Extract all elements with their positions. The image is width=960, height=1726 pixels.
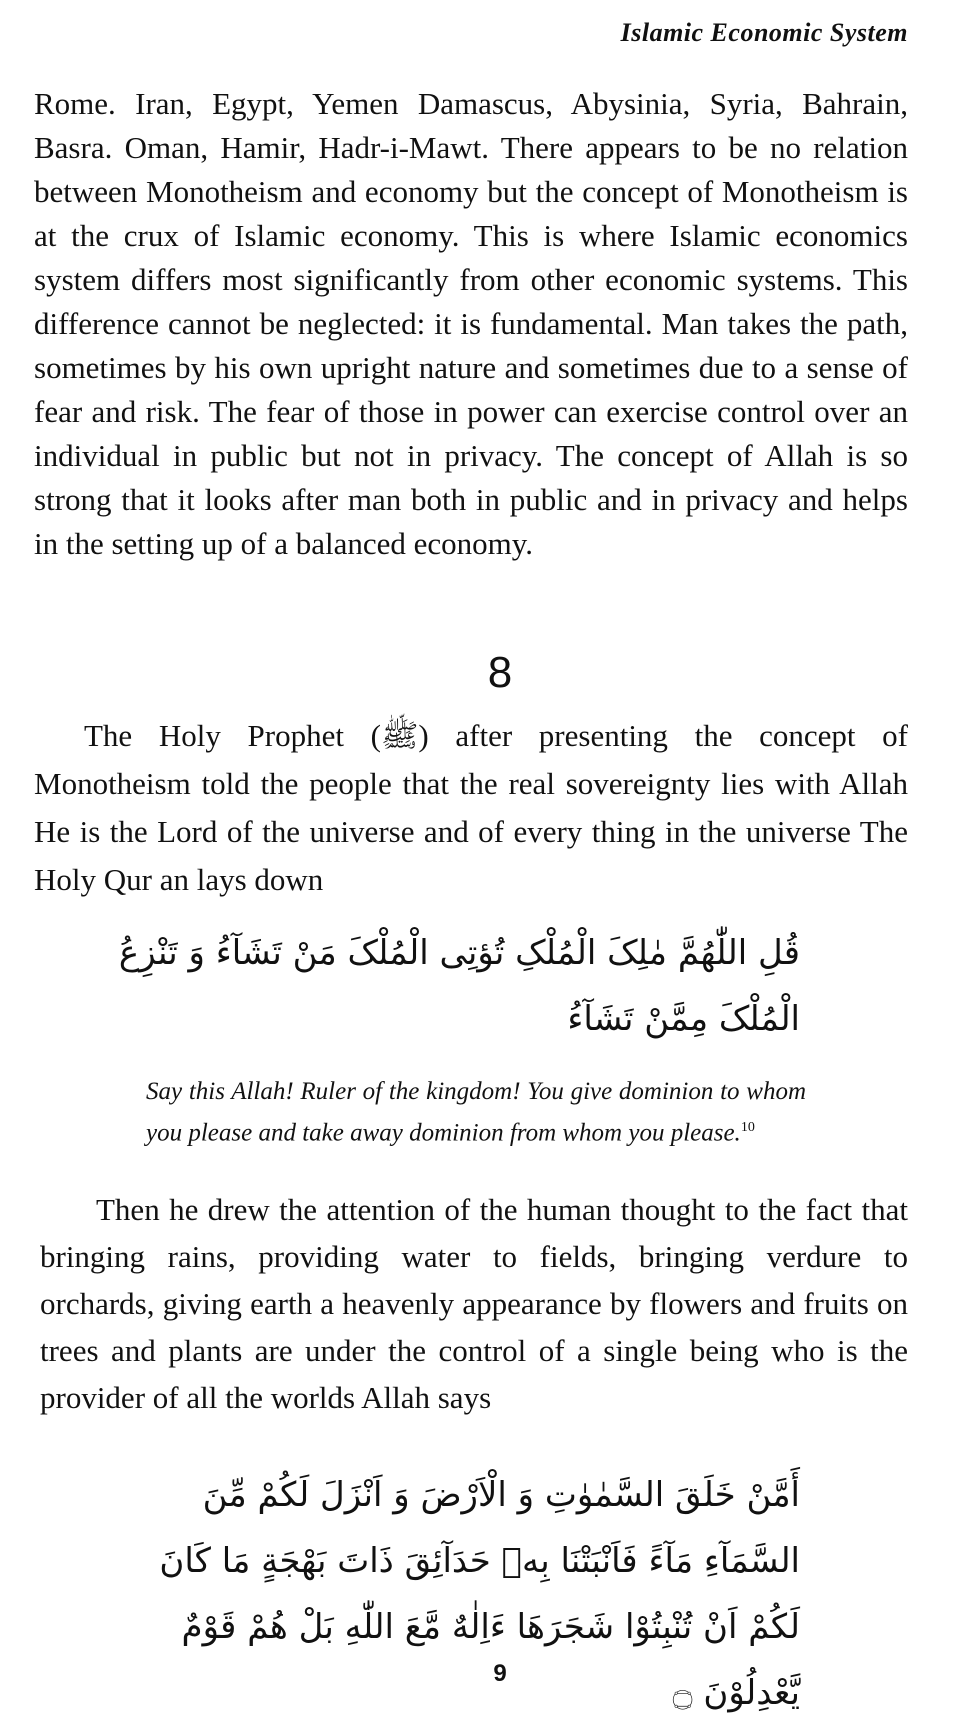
- footnote-reference: 10: [740, 1120, 755, 1135]
- body-paragraph-2: The Holy Prophet (ﷺ) after presenting the concept of Monotheism told the people that the real sovereignty lies with Allah He is the Lord of the universe and of every thing in the universe The Holy Qur an lays down: [34, 718, 908, 897]
- verse-translation: [146, 1074, 806, 1151]
- page-number: 9: [493, 1660, 507, 1687]
- verse-translation-text: Say this Allah! Ruler of the kingdom! You give dominion to whom you please and take away dominion from whom you please.: [146, 1078, 806, 1147]
- quran-verse-arabic-1: قُلِ اللّٰهُمَّ مٰلِکَ الْمُلْکِ تُؤتِی الْمُلْکَ مَنْ تَشَآءُ وَ تَنْزِعُ الْمُلْکَ مِمَّنْ تَشَآءُ: [118, 933, 800, 1039]
- body-paragraph-3: Then he drew the attention of the human thought to the fact that bringing rains, providing water to fields, bringing verdure to orchards, giving earth a heavenly appearance by flowers and fruits on trees and plants are under the control of a single being who is the provider of all the worlds Allah says: [40, 1192, 908, 1415]
- section-number: 8: [487, 648, 513, 697]
- running-head-title: Islamic Economic System: [620, 18, 908, 47]
- body-paragraph-1: Rome. Iran, Egypt, Yemen Damascus, Abysinia, Syria, Bahrain, Basra. Oman, Hamir, Hadr-i-Mawt. There appears to be no relation between Monotheism and economy but the concept of Monotheism is at the crux of Islamic economy. This is where Islamic economics system differs most significantly from other economic systems. This difference cannot be neglected: it is fundamental. Man takes the path, sometimes by his own upright nature and sometimes due to a sense of fear and risk. The fear of those in power can exercise control over an individual in public but not in privacy. The concept of Allah is so strong that it looks after man both in public and in privacy and helps in the setting up of a balanced economy.: [34, 86, 908, 561]
- quran-verse-arabic-2: أَمَّنْ خَلَقَ السَّمٰوٰتِ وَ الْاَرْضَ وَ اَنْزَلَ لَکُمْ مِّنَ السَّمَآءِ مَآءً فَاَنْبَتْنَا بِهٖ حَدَآئِقَ ذَاتَ بَهْجَةٍ مَا کَانَ لَکُمْ اَنْ تُنْبِتُوْا شَجَرَهَا ءَاِلٰهٌ مَّعَ اللّٰهِ بَلْ هُمْ قَوْمٌ يَّعْدِلُوْنَ ۝: [159, 1475, 800, 1713]
